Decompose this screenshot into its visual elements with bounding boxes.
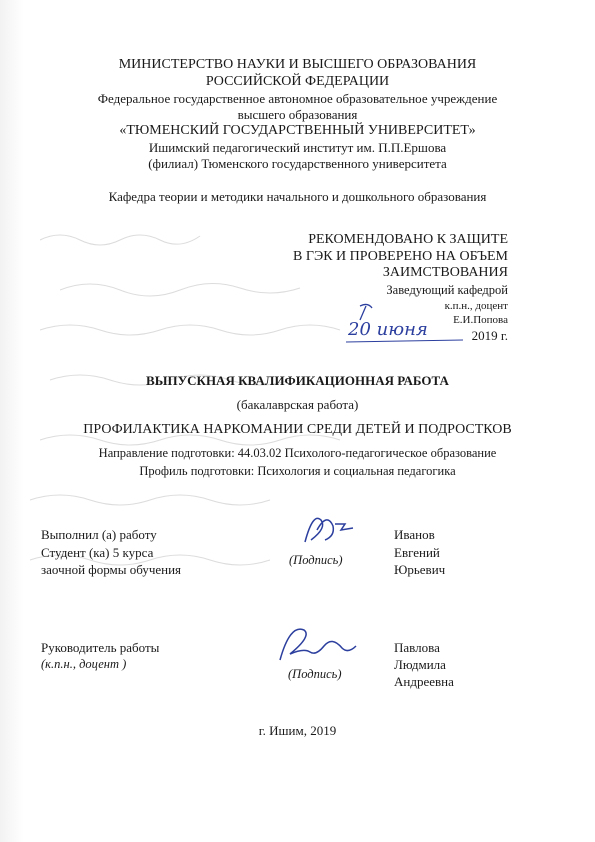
student-signature-label: (Подпись) — [289, 553, 343, 567]
ministry-line1: МИНИСТЕРСТВО НАУКИ И ВЫСШЕГО ОБРАЗОВАНИЯ — [118, 57, 477, 72]
supervisor-line1: Руководитель работы — [41, 640, 160, 655]
ministry-line2: РОССИЙСКОЙ ФЕДЕРАЦИИ — [205, 74, 390, 89]
department-name: Кафедра теории и методики начального и дошкольного образования — [108, 189, 487, 204]
approval-date-handwriting — [338, 300, 468, 348]
institution-line1: Федеральное государственное автономное образовательное учреждение — [97, 91, 498, 106]
student-patronymic: Юрьевич — [394, 562, 446, 577]
approval-line2: В ГЭК И ПРОВЕРЕНО НА ОБЪЕМ — [293, 249, 508, 264]
place-and-year: г. Ишим, 2019 — [258, 723, 337, 738]
approval-line1: РЕКОМЕНДОВАНО К ЗАЩИТЕ — [308, 232, 508, 247]
supervisor-patronymic: Андреевна — [394, 674, 454, 689]
work-subtype: (бакалаврская работа) — [236, 397, 359, 412]
head-degree: к.п.н., доцент — [444, 300, 508, 312]
approval-line3: ЗАИМСТВОВАНИЯ — [382, 265, 508, 280]
student-first-name: Евгений — [394, 545, 440, 560]
student-line1: Выполнил (а) работу — [41, 527, 157, 542]
student-line2: Студент (ка) 5 курса — [41, 545, 154, 560]
institute-line2: (филиал) Тюменского государственного университета — [148, 156, 447, 171]
supervisor-surname: Павлова — [394, 640, 440, 655]
work-type: ВЫПУСКНАЯ КВАЛИФИКАЦИОННАЯ РАБОТА — [146, 373, 449, 388]
institute-line1: Ишимский педагогический институт им. П.П.Ершова — [148, 140, 447, 155]
supervisor-degree: (к.п.н., доцент ) — [41, 657, 127, 671]
approval-year: 2019 г. — [471, 328, 508, 343]
student-line3: заочной формы обучения — [41, 562, 182, 577]
institution-line2: высшего образования — [237, 107, 358, 122]
approval-date-text: 20 июня — [348, 319, 428, 340]
head-name: Е.И.Попова — [453, 314, 508, 326]
thesis-topic: ПРОФИЛАКТИКА НАРКОМАНИИ СРЕДИ ДЕТЕЙ И ПОДРОСТКОВ — [83, 422, 512, 437]
head-of-department-title: Заведующий кафедрой — [386, 283, 508, 297]
supervisor-first-name: Людмила — [394, 657, 446, 672]
student-surname: Иванов — [394, 527, 435, 542]
supervisor-signature-label: (Подпись) — [288, 667, 342, 681]
supervisor-signature — [272, 620, 362, 666]
student-signature — [295, 510, 365, 550]
study-profile: Профиль подготовки: Психология и социальная педагогика — [139, 464, 456, 478]
study-direction: Направление подготовки: 44.03.02 Психолого-педагогическое образование — [98, 446, 497, 460]
university-name: «ТЮМЕНСКИЙ ГОСУДАРСТВЕННЫЙ УНИВЕРСИТЕТ» — [119, 123, 476, 138]
